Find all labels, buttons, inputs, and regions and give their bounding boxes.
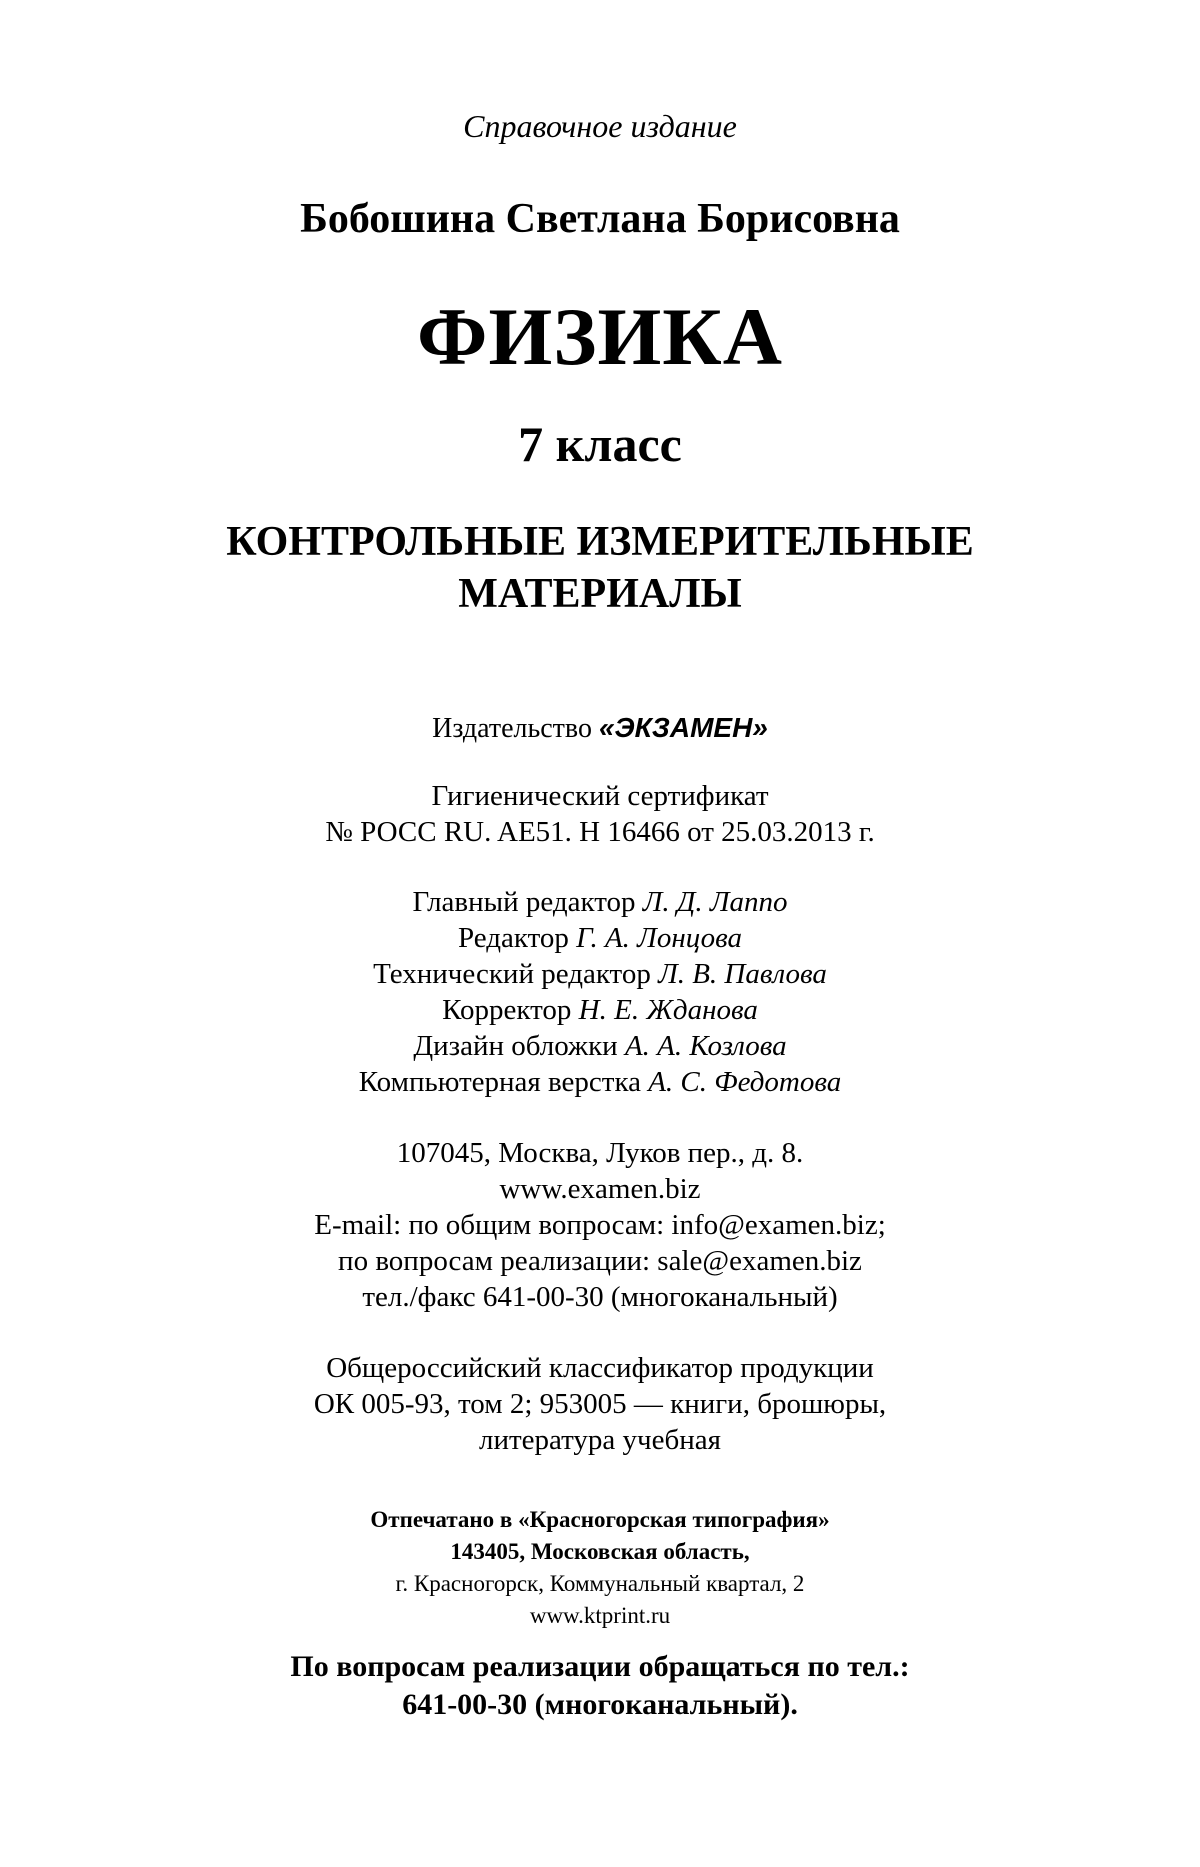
staff-role: Технический редактор [373, 958, 651, 990]
staff-role: Корректор [442, 994, 571, 1026]
edition-type: Справочное издание [0, 108, 1200, 145]
publisher-line [0, 712, 1200, 745]
sales-contact-line: 641-00-30 (многоканальный). [0, 1688, 1200, 1722]
staff-line [0, 958, 1200, 991]
staff-line [0, 1066, 1200, 1099]
staff-role: Редактор [458, 922, 569, 954]
publisher-prefix: Издательство [432, 713, 592, 744]
staff-line [0, 1030, 1200, 1063]
certificate-number: № РОСС RU. AE51. H 16466 от 25.03.2013 г. [0, 816, 1200, 849]
website-line: www.examen.biz [0, 1173, 1200, 1206]
printer-website: www.ktprint.ru [0, 1603, 1200, 1629]
classifier-line: Общероссийский классификатор продукции [0, 1352, 1200, 1385]
author-name: Бобошина Светлана Борисовна [0, 195, 1200, 243]
sales-contact-line: По вопросам реализации обращаться по тел.: [0, 1650, 1200, 1684]
staff-person: А. С. Федотова [648, 1066, 841, 1098]
printer-line: Отпечатано в «Красногорская типография» [0, 1507, 1200, 1533]
staff-person: Г. А. Лонцова [576, 922, 742, 954]
staff-person: Л. Д. Лаппо [643, 886, 788, 918]
book-title: ФИЗИКА [0, 290, 1200, 384]
email-sales-line: по вопросам реализации: sale@examen.biz [0, 1245, 1200, 1278]
printer-line: г. Красногорск, Коммунальный квартал, 2 [0, 1571, 1200, 1597]
staff-role: Дизайн обложки [413, 1030, 617, 1062]
email-general-line: E-mail: по общим вопросам: info@examen.biz; [0, 1209, 1200, 1242]
imprint-page [0, 0, 1200, 1867]
printer-line: 143405, Московская область, [0, 1539, 1200, 1565]
subtitle-line: МАТЕРИАЛЫ [0, 570, 1200, 618]
staff-role: Компьютерная верстка [359, 1066, 641, 1098]
grade-label: 7 класс [0, 415, 1200, 473]
staff-line [0, 994, 1200, 1027]
staff-person: Л. В. Павлова [658, 958, 827, 990]
staff-line [0, 922, 1200, 955]
classifier-line: ОК 005-93, том 2; 953005 — книги, брошюры, [0, 1388, 1200, 1421]
publisher-name: «ЭКЗАМЕН» [599, 712, 768, 743]
staff-line [0, 886, 1200, 919]
subtitle-line: КОНТРОЛЬНЫЕ ИЗМЕРИТЕЛЬНЫЕ [0, 518, 1200, 566]
phone-line: тел./факс 641-00-30 (многоканальный) [0, 1281, 1200, 1314]
staff-person: Н. Е. Жданова [579, 994, 758, 1026]
address-line: 107045, Москва, Луков пер., д. 8. [0, 1137, 1200, 1170]
staff-person: А. А. Козлова [625, 1030, 787, 1062]
classifier-line: литература учебная [0, 1424, 1200, 1457]
certificate-label: Гигиенический сертификат [0, 780, 1200, 813]
staff-role: Главный редактор [413, 886, 636, 918]
